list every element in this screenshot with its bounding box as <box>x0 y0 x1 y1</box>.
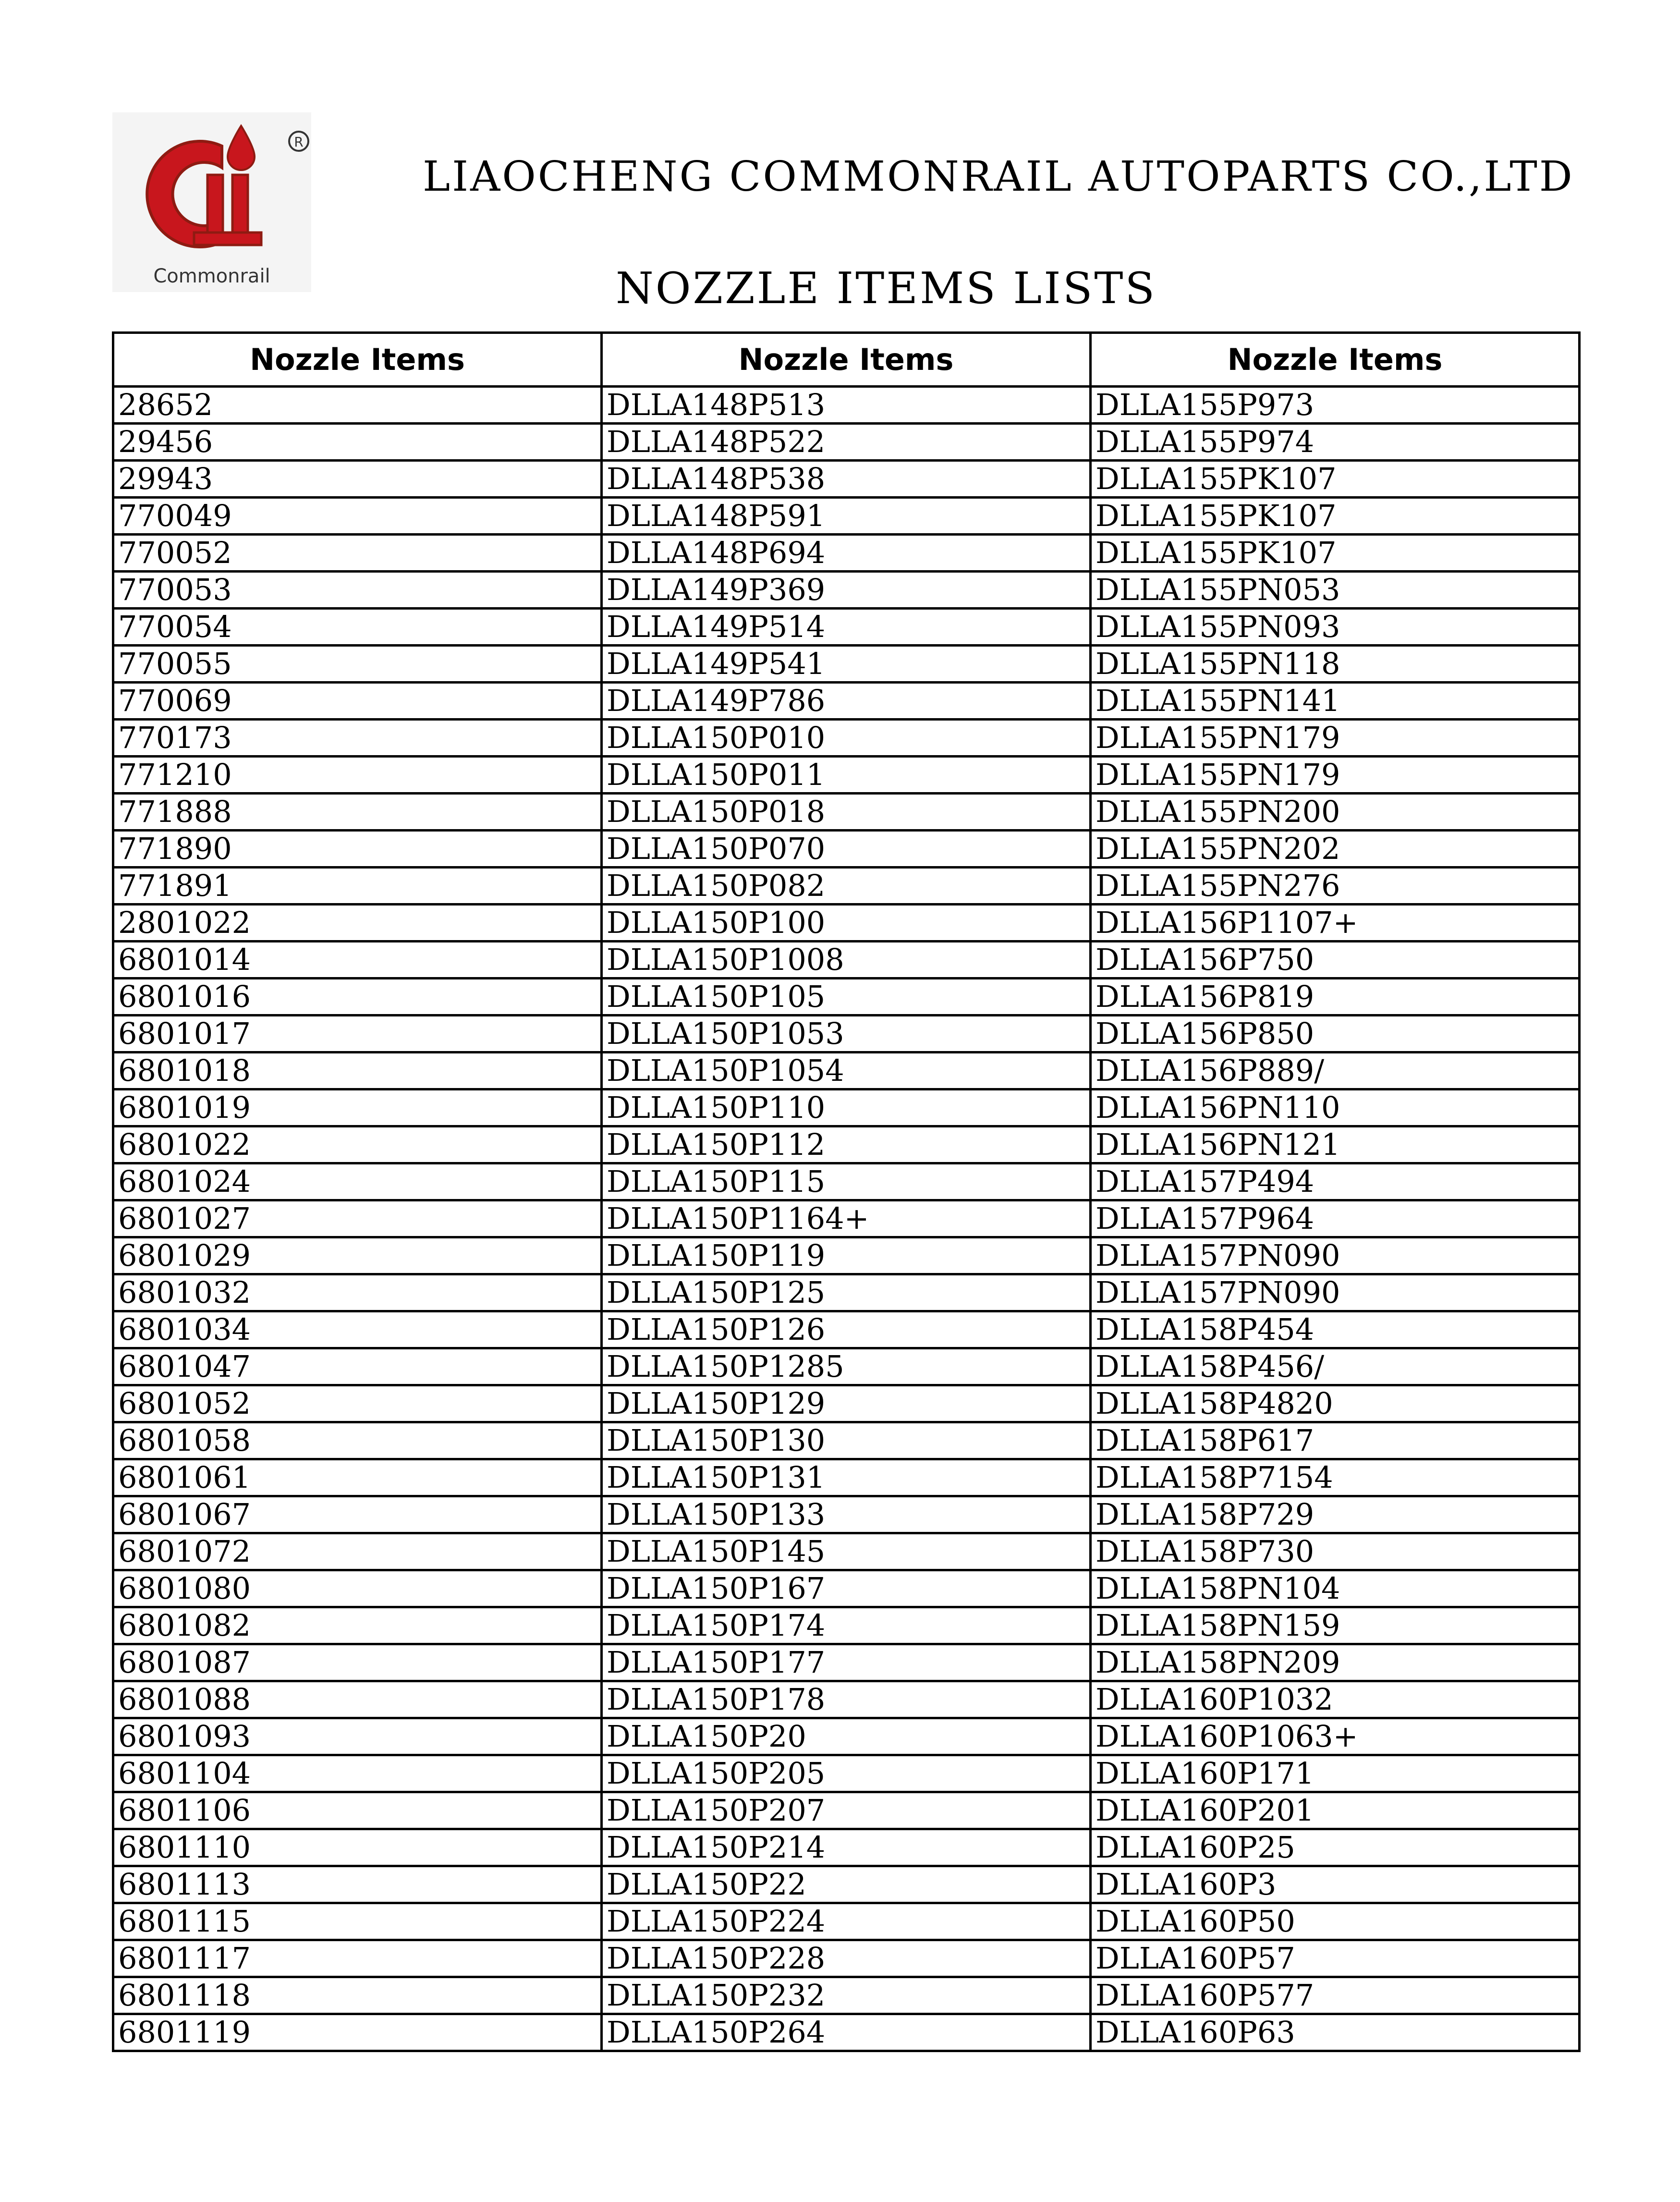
table-cell: 6801080 <box>113 1570 602 1607</box>
table-cell: DLLA150P228 <box>602 1940 1091 1977</box>
table-row <box>113 1200 1580 1237</box>
table-cell: 6801072 <box>113 1533 602 1570</box>
table-cell: 6801110 <box>113 1829 602 1866</box>
column-header: Nozzle Items <box>1091 333 1580 387</box>
table-row <box>113 905 1580 942</box>
logo-caption: Commonrail <box>153 265 270 287</box>
table-cell: DLLA155P973 <box>1091 387 1580 424</box>
table-row <box>113 831 1580 868</box>
table-cell: 6801082 <box>113 1607 602 1644</box>
table-row <box>113 1903 1580 1940</box>
table-cell: DLLA150P133 <box>602 1496 1091 1533</box>
table-row <box>113 1163 1580 1200</box>
table-cell: DLLA148P538 <box>602 461 1091 498</box>
table-cell: DLLA160P3 <box>1091 1866 1580 1903</box>
table-cell: DLLA150P20 <box>602 1718 1091 1755</box>
table-row <box>113 1274 1580 1311</box>
table-cell: DLLA158P7154 <box>1091 1459 1580 1496</box>
table-cell: DLLA150P178 <box>602 1681 1091 1718</box>
table-cell: 770053 <box>113 572 602 609</box>
table-cell: 6801022 <box>113 1126 602 1163</box>
table-cell: DLLA155PK107 <box>1091 535 1580 572</box>
table-cell: DLLA160P63 <box>1091 2014 1580 2051</box>
table-cell: DLLA155PK107 <box>1091 498 1580 535</box>
table-row <box>113 2014 1580 2051</box>
table-cell: DLLA148P513 <box>602 387 1091 424</box>
column-header: Nozzle Items <box>602 333 1091 387</box>
table-row <box>113 1496 1580 1533</box>
table-cell: 6801058 <box>113 1422 602 1459</box>
table-cell: DLLA150P082 <box>602 868 1091 905</box>
table-row <box>113 1237 1580 1274</box>
table-cell: DLLA158P454 <box>1091 1311 1580 1348</box>
table-cell: DLLA156P750 <box>1091 942 1580 979</box>
table-row <box>113 387 1580 424</box>
table-cell: 771210 <box>113 757 602 794</box>
table-row <box>113 1311 1580 1348</box>
table-cell: 28652 <box>113 387 602 424</box>
table-cell: 6801034 <box>113 1311 602 1348</box>
table-row <box>113 535 1580 572</box>
table-row <box>113 424 1580 461</box>
table-cell: 6801019 <box>113 1089 602 1126</box>
table-cell: DLLA150P1054 <box>602 1052 1091 1089</box>
table-cell: 6801052 <box>113 1385 602 1422</box>
table-row <box>113 757 1580 794</box>
table-cell: 2801022 <box>113 905 602 942</box>
table-row <box>113 461 1580 498</box>
table-cell: DLLA150P174 <box>602 1607 1091 1644</box>
table-cell: 6801047 <box>113 1348 602 1385</box>
table-row <box>113 1644 1580 1681</box>
table-cell: DLLA160P50 <box>1091 1903 1580 1940</box>
table-cell: DLLA158P4820 <box>1091 1385 1580 1422</box>
table-cell: DLLA150P115 <box>602 1163 1091 1200</box>
table-row <box>113 1940 1580 1977</box>
table-cell: DLLA149P514 <box>602 609 1091 646</box>
table-cell: DLLA155PN276 <box>1091 868 1580 905</box>
table-cell: DLLA158P729 <box>1091 1496 1580 1533</box>
table-row <box>113 942 1580 979</box>
table-cell: DLLA150P131 <box>602 1459 1091 1496</box>
company-title: LIAOCHENG COMMONRAIL AUTOPARTS CO.,LTD <box>423 153 1574 201</box>
table-cell: DLLA150P167 <box>602 1570 1091 1607</box>
table-cell: DLLA150P105 <box>602 979 1091 1015</box>
table-cell: 6801024 <box>113 1163 602 1200</box>
table-cell: 6801118 <box>113 1977 602 2014</box>
table-cell: DLLA148P522 <box>602 424 1091 461</box>
table-row <box>113 1681 1580 1718</box>
table-cell: 770069 <box>113 683 602 720</box>
table-cell: DLLA160P57 <box>1091 1940 1580 1977</box>
table-cell: DLLA158P456/ <box>1091 1348 1580 1385</box>
table-cell: 771888 <box>113 794 602 831</box>
table-cell: DLLA150P129 <box>602 1385 1091 1422</box>
table-header-row <box>113 333 1580 387</box>
table-cell: DLLA155P974 <box>1091 424 1580 461</box>
table-row <box>113 1385 1580 1422</box>
table-cell: DLLA157P494 <box>1091 1163 1580 1200</box>
table-cell: DLLA157PN090 <box>1091 1237 1580 1274</box>
table-cell: DLLA158PN209 <box>1091 1644 1580 1681</box>
table-cell: DLLA155PK107 <box>1091 461 1580 498</box>
table-row <box>113 1126 1580 1163</box>
table-cell: DLLA150P1285 <box>602 1348 1091 1385</box>
table-cell: DLLA150P130 <box>602 1422 1091 1459</box>
table-cell: 6801061 <box>113 1459 602 1496</box>
table-cell: DLLA156P850 <box>1091 1015 1580 1052</box>
table-cell: DLLA156P1107+ <box>1091 905 1580 942</box>
table-row <box>113 1607 1580 1644</box>
table-cell: 6801093 <box>113 1718 602 1755</box>
table-cell: DLLA150P018 <box>602 794 1091 831</box>
table-cell: 6801104 <box>113 1755 602 1792</box>
table-cell: DLLA150P232 <box>602 1977 1091 2014</box>
table-cell: DLLA150P224 <box>602 1903 1091 1940</box>
svg-text:R: R <box>294 134 304 150</box>
table-cell: 6801113 <box>113 1866 602 1903</box>
table-cell: DLLA155PN118 <box>1091 646 1580 683</box>
table-cell: DLLA160P577 <box>1091 1977 1580 2014</box>
table-cell: DLLA150P126 <box>602 1311 1091 1348</box>
table-row <box>113 498 1580 535</box>
table-row <box>113 1755 1580 1792</box>
table-cell: DLLA150P011 <box>602 757 1091 794</box>
table-cell: DLLA157P964 <box>1091 1200 1580 1237</box>
table-row <box>113 1977 1580 2014</box>
table-cell: 770052 <box>113 535 602 572</box>
table-cell: DLLA150P22 <box>602 1866 1091 1903</box>
table-row <box>113 1533 1580 1570</box>
table-cell: 6801087 <box>113 1644 602 1681</box>
table-row <box>113 1718 1580 1755</box>
table-cell: DLLA150P1164+ <box>602 1200 1091 1237</box>
table-cell: DLLA150P110 <box>602 1089 1091 1126</box>
table-cell: 6801106 <box>113 1792 602 1829</box>
company-logo <box>112 112 311 292</box>
table-cell: 29943 <box>113 461 602 498</box>
table-cell: DLLA160P201 <box>1091 1792 1580 1829</box>
table-cell: DLLA160P171 <box>1091 1755 1580 1792</box>
table-cell: DLLA158P617 <box>1091 1422 1580 1459</box>
table-cell: DLLA150P119 <box>602 1237 1091 1274</box>
table-row <box>113 646 1580 683</box>
table-cell: DLLA150P010 <box>602 720 1091 757</box>
table-row <box>113 1570 1580 1607</box>
table-row <box>113 572 1580 609</box>
table-row <box>113 1089 1580 1126</box>
nozzle-items-table <box>112 331 1581 2052</box>
table-cell: 6801016 <box>113 979 602 1015</box>
table-cell: 6801032 <box>113 1274 602 1311</box>
table-cell: DLLA150P1008 <box>602 942 1091 979</box>
table-cell: DLLA150P112 <box>602 1126 1091 1163</box>
table-row <box>113 609 1580 646</box>
table-row <box>113 1348 1580 1385</box>
table-cell: DLLA156P819 <box>1091 979 1580 1015</box>
column-header: Nozzle Items <box>113 333 602 387</box>
table-cell: DLLA160P1063+ <box>1091 1718 1580 1755</box>
table-cell: 6801029 <box>113 1237 602 1274</box>
table-cell: DLLA150P1053 <box>602 1015 1091 1052</box>
table-cell: DLLA155PN141 <box>1091 683 1580 720</box>
table-cell: 6801088 <box>113 1681 602 1718</box>
table-cell: 6801067 <box>113 1496 602 1533</box>
table-cell: DLLA155PN093 <box>1091 609 1580 646</box>
table-cell: DLLA150P145 <box>602 1533 1091 1570</box>
table-row <box>113 720 1580 757</box>
table-cell: DLLA155PN053 <box>1091 572 1580 609</box>
table-cell: DLLA155PN202 <box>1091 831 1580 868</box>
table-cell: DLLA155PN179 <box>1091 720 1580 757</box>
table-cell: DLLA150P207 <box>602 1792 1091 1829</box>
table-cell: DLLA149P369 <box>602 572 1091 609</box>
table-cell: 771890 <box>113 831 602 868</box>
table-cell: DLLA149P541 <box>602 646 1091 683</box>
table-cell: DLLA148P694 <box>602 535 1091 572</box>
table-cell: DLLA156P889/ <box>1091 1052 1580 1089</box>
table-cell: DLLA157PN090 <box>1091 1274 1580 1311</box>
table-cell: DLLA150P070 <box>602 831 1091 868</box>
table-cell: 6801014 <box>113 942 602 979</box>
table-row <box>113 1422 1580 1459</box>
table-cell: DLLA155PN200 <box>1091 794 1580 831</box>
table-row <box>113 1829 1580 1866</box>
table-row <box>113 868 1580 905</box>
table-cell: 770049 <box>113 498 602 535</box>
table-cell: DLLA150P264 <box>602 2014 1091 2051</box>
table-cell: DLLA160P1032 <box>1091 1681 1580 1718</box>
table-row <box>113 794 1580 831</box>
table-cell: DLLA156PN110 <box>1091 1089 1580 1126</box>
table-row <box>113 1015 1580 1052</box>
table-cell: DLLA150P100 <box>602 905 1091 942</box>
table-cell: DLLA149P786 <box>602 683 1091 720</box>
table-cell: 6801115 <box>113 1903 602 1940</box>
table-cell: DLLA148P591 <box>602 498 1091 535</box>
table-cell: DLLA155PN179 <box>1091 757 1580 794</box>
table-cell: DLLA150P177 <box>602 1644 1091 1681</box>
table-cell: 770055 <box>113 646 602 683</box>
table-cell: DLLA158PN159 <box>1091 1607 1580 1644</box>
table-cell: DLLA156PN121 <box>1091 1126 1580 1163</box>
table-cell: DLLA158PN104 <box>1091 1570 1580 1607</box>
table-cell: 770173 <box>113 720 602 757</box>
table-cell: DLLA150P205 <box>602 1755 1091 1792</box>
table-row <box>113 1866 1580 1903</box>
table-cell: 29456 <box>113 424 602 461</box>
table-row <box>113 1459 1580 1496</box>
table-cell: 770054 <box>113 609 602 646</box>
page-title: NOZZLE ITEMS LISTS <box>616 263 1157 314</box>
table-cell: DLLA160P25 <box>1091 1829 1580 1866</box>
table-cell: DLLA150P125 <box>602 1274 1091 1311</box>
table-cell: 6801027 <box>113 1200 602 1237</box>
table-cell: 6801117 <box>113 1940 602 1977</box>
table-row <box>113 683 1580 720</box>
table-cell: DLLA150P214 <box>602 1829 1091 1866</box>
table-row <box>113 979 1580 1015</box>
table-cell: 6801119 <box>113 2014 602 2051</box>
table-row <box>113 1792 1580 1829</box>
table-cell: 771891 <box>113 868 602 905</box>
table-cell: 6801017 <box>113 1015 602 1052</box>
table-cell: 6801018 <box>113 1052 602 1089</box>
table-row <box>113 1052 1580 1089</box>
table-cell: DLLA158P730 <box>1091 1533 1580 1570</box>
